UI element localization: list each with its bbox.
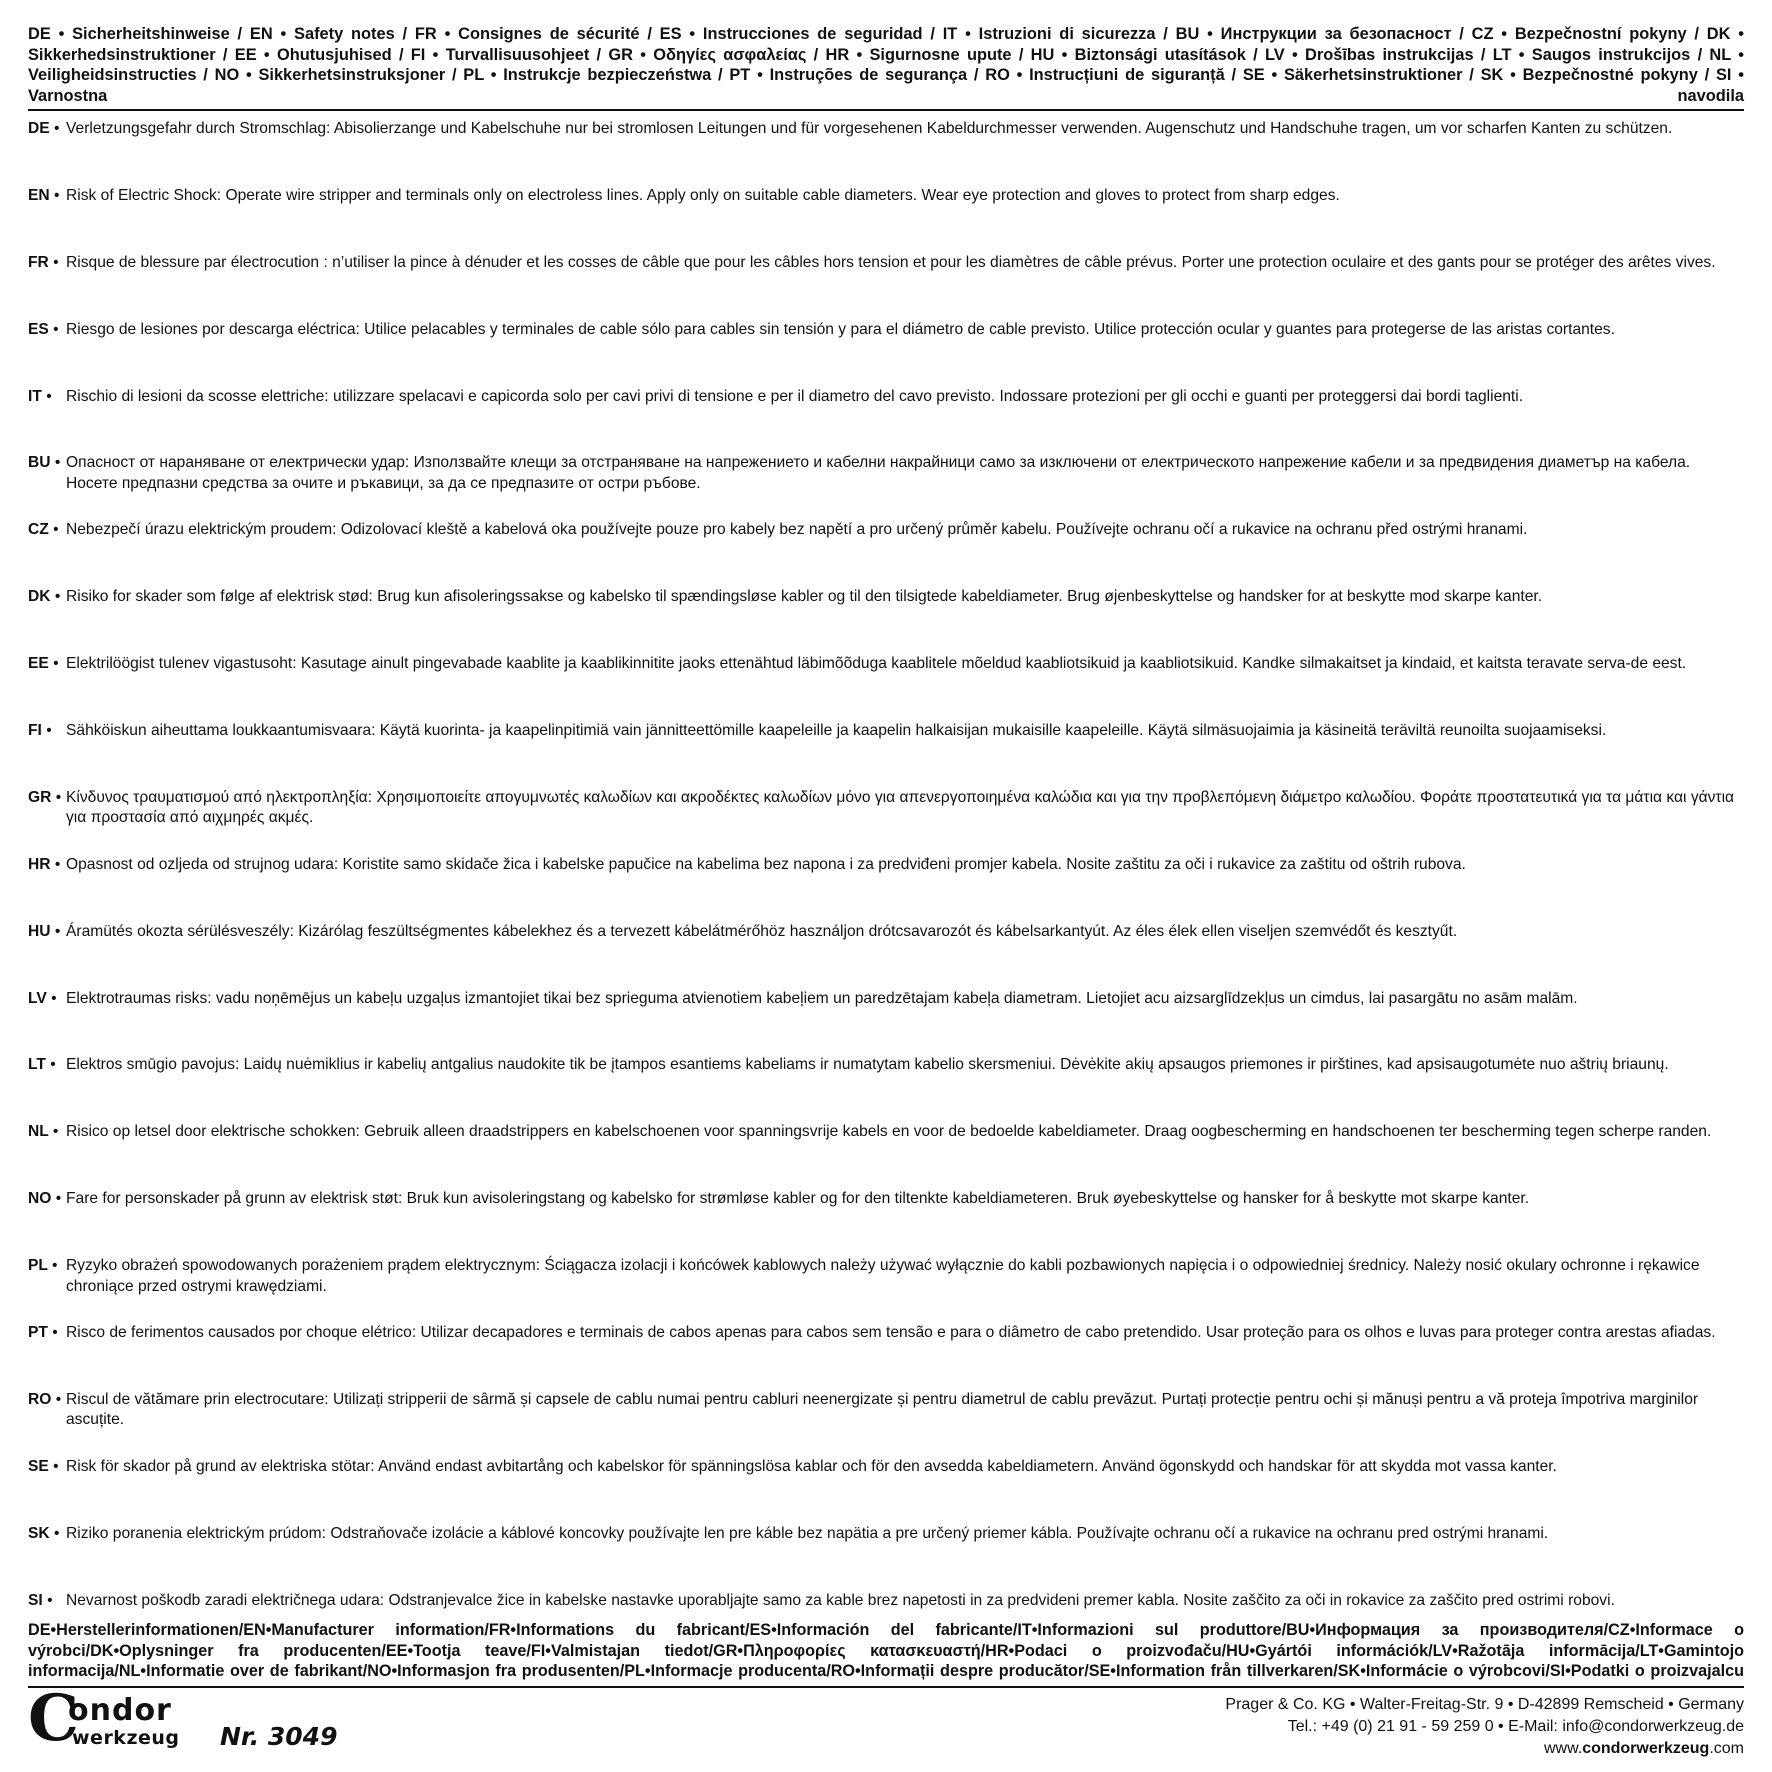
bullet: • [53, 521, 59, 539]
safety-note-lv [28, 989, 1744, 1056]
safety-note-gr [28, 788, 1744, 855]
website-prefix: www. [1543, 1740, 1583, 1757]
language-code-label: GR [28, 788, 52, 806]
safety-note-de [28, 119, 1744, 186]
bullet: • [53, 1457, 59, 1475]
contact-line: Tel.: +49 (0) 21 91 - 59 259 0 • E-Mail: info@condorwerkzeug.de [1287, 1718, 1744, 1735]
language-code [28, 922, 66, 989]
safety-note-hr [28, 855, 1744, 922]
language-code [28, 587, 66, 654]
bullet: • [53, 253, 59, 271]
safety-note-text: Fare for personskader på grunn av elektrisk støt: Bruk kun avisoleringstang og kabelsko for strømløse kabler og for den tiltenkte kabeldiameteren. Bruk øyebeskyttelse og hansker for å beskytte mot skarpe kanter. [66, 1190, 1530, 1208]
language-code-label: DK [28, 588, 51, 606]
language-code [28, 989, 66, 1056]
bullet: • [52, 1324, 58, 1342]
safety-note-text: Riscul de vătămare prin electrocutare: Utilizați stripperii de sârmă și capsele de cablu numai pentru cabluri neenergizate și pentru diametrul de cablu prevăzut. Purtați protecție pentru ochi și mănuși pentru a vă proteja împotriva marginilor ascuțite. [66, 1390, 1699, 1429]
language-code-label: DE [28, 120, 50, 137]
safety-note-it [28, 387, 1744, 454]
footer-divider [28, 1686, 1744, 1688]
safety-note-text: Elektrilöögist tulenev vigastusoht: Kasutage ainult pingevabade kaablite ja kaablikinnitite jaoks ettenähtud läbimõõduga kaablitele mõeldud kaabliotsikuid ja kaabliotsikuid. Kandke silmakaitset ja kindaid, et kaitsta teravate serva-de eest. [66, 655, 1687, 673]
safety-note-se [28, 1457, 1744, 1524]
manufacturer-address [1225, 1694, 1744, 1760]
bullet: • [50, 1056, 56, 1074]
safety-note-text: Risco de ferimentos causados por choque elétrico: Utilizar decapadores e terminais de cabos apenas para cabos sem tensão e para o diâmetro de cabo pretendido. Usar proteção para os olhos e luvas para proteger contra arestas afiadas. [66, 1324, 1716, 1342]
safety-note-text: Áramütés okozta sérülésveszély: Kizárólag feszültségmentes kábelekhez és a tervezett kábelátmérőhöz használjon drótcsavarozót és kábelsarkantyút. Az éles élek ellen viseljen szemvédőt és kesztyűt. [66, 922, 1458, 940]
safety-note-nl [28, 1122, 1744, 1189]
language-code-label: HR [28, 855, 51, 873]
safety-note-text: Risk of Electric Shock: Operate wire stripper and terminals only on electroless lines. Apply only on suitable cable diameters. Wear eye protection and gloves to protect from sharp edges. [66, 186, 1340, 204]
language-code [28, 654, 66, 721]
bullet: • [47, 1591, 53, 1609]
language-code [28, 1390, 66, 1457]
language-code [28, 186, 66, 253]
safety-note-fr [28, 253, 1744, 320]
language-code [28, 387, 66, 454]
bullet: • [54, 922, 61, 940]
bullet: • [54, 454, 61, 472]
safety-note-text: Ryzyko obrażeń spowodowanych porażeniem prądem elektrycznym: Ściągacza izolacji i końcówek kablowych należy używać wyłącznie do kabli pozbawionych napięcia i o odpowiedniej średnicy. Należy nosić okulary ochronne i rękawice chroniące przed ostrymi krawędziami. [66, 1257, 1700, 1295]
safety-note-ee [28, 654, 1744, 721]
website-domain: condorwerkzeug [1582, 1740, 1710, 1757]
language-code [28, 721, 66, 788]
language-code-label: SK [28, 1524, 50, 1542]
bullet: • [55, 788, 62, 806]
safety-note-no [28, 1189, 1744, 1256]
condor-logo [28, 1681, 198, 1759]
language-code-label: FR [28, 253, 49, 271]
safety-note-text: Elektrotraumas risks: vadu noņēmējus un kabeļu uzgaļus izmantojiet tikai bez sprieguma atvienotiem kabeļiem un paredzētajam kabeļa diametram. Lietojiet acu aizsarglīdzekļus un cimdus, lai pasargātu no asām malām. [66, 989, 1578, 1007]
safety-note-text: Κίνδυνος τραυματισμού από ηλεκτροπληξία: Χρησιμοποιείτε απογυμνωτές καλωδίων και ακροδέκτες καλωδίων μόνο για απενεργοποιημένα καλώδια και για την προβλεπόμενη διάμετρο καλωδίου. Φοράτε προστατευτικά για τα μάτια και γάντια για προστασία από αιχμηρές ακμές. [66, 788, 1735, 827]
language-code [28, 1256, 66, 1323]
bullet: • [53, 320, 59, 338]
logo-subtitle: werkzeug [72, 1727, 180, 1749]
safety-note-text: Nevarnost poškodb zaradi električnega udara: Odstranjevalce žice in kabelske nastavke uporabljajte samo za kable brez napetosti in za predvideni premer kabla. Nosite zaščito za oči in rokavice za zaščito pred ostrimi robovi. [66, 1591, 1615, 1609]
safety-note-lt [28, 1055, 1744, 1122]
safety-note-text: Sähköiskun aiheuttama loukkaantumisvaara: Käytä kuorinta- ja kaapelinpitimiä vain jännitteettömille kaapeleille ja kaapelin halkaisijan mukaisille kaapeleille. Käytä silmäsuojaimia ja käsineitä teräviltä reunoilta suojaamiseksi. [66, 722, 1607, 740]
language-code-label: EE [28, 655, 49, 673]
safety-note-text: Riziko poranenia elektrickým prúdom: Odstraňovače izolácie a káblové koncovky používajte len pre káble bez napätia a pre určený priemer kábla. Používajte ochranu očí a rukavice na ochranu pred ostrými hranami. [66, 1524, 1549, 1542]
language-code [28, 1323, 66, 1390]
bullet: • [54, 120, 60, 137]
language-code-label: SI [28, 1591, 43, 1609]
safety-note-text: Risiko for skader som følge af elektrisk stød: Brug kun afisoleringssakse og kabelsko til spændingsløse kabler og til den tilsigtede kabeldiameter. Brug øjenbeskyttelse og handsker for at beskytte mod skarpe kanter. [66, 588, 1543, 606]
safety-notes-list [28, 119, 1744, 1657]
safety-note-ro [28, 1390, 1744, 1457]
bullet: • [55, 1390, 62, 1408]
website-suffix: .com [1709, 1740, 1744, 1757]
safety-note-text: Verletzungsgefahr durch Stromschlag: Abisolierzange und Kabelschuhe nur bei stromlosen Leitungen und für vorgesehenen Kabeldurchmesser verwenden. Augenschutz und Handschuhe tragen, um vor scharfen Kanten zu schützen. [66, 120, 1673, 137]
language-code-label: NL [28, 1123, 49, 1141]
language-code [28, 1189, 66, 1256]
bullet: • [54, 588, 61, 606]
language-code-label: ES [28, 320, 49, 338]
language-code-label: PL [28, 1257, 48, 1275]
safety-note-text: Rischio di lesioni da scosse elettriche: utilizzare spelacavi e capicorda solo per cavi privi di tensione e per il diametro del cavo previsto. Indossare protezioni per gli occhi e guanti per proteggersi dai bordi taglienti. [66, 387, 1524, 405]
safety-note-pt [28, 1323, 1744, 1390]
language-code-label: NO [28, 1190, 52, 1208]
safety-note-text: Risk för skador på grund av elektriska stötar: Använd endast avbitartång och kabelskor för spänningslösa kablar och för den avsedda kabeldiametern. Använd ögonskydd och handskar för att skydda mot vassa kanter. [66, 1457, 1557, 1475]
language-code [28, 1457, 66, 1524]
bullet: • [54, 1524, 60, 1542]
model-number: Nr. 3049 [220, 1722, 338, 1751]
website-link[interactable] [1225, 1738, 1744, 1760]
language-code-label: LT [28, 1056, 46, 1074]
language-code-label: CZ [28, 521, 49, 539]
language-code-label: IT [28, 387, 42, 405]
bullet: • [51, 989, 57, 1007]
safety-note-cz [28, 520, 1744, 587]
language-code [28, 1055, 66, 1122]
safety-note-bu [28, 453, 1744, 520]
language-code-label: EN [28, 186, 50, 204]
language-code [28, 1524, 66, 1591]
bullet: • [52, 1123, 59, 1141]
bullet: • [46, 722, 52, 740]
logo-name: ondor [68, 1693, 172, 1728]
safety-note-text: Riesgo de lesiones por descarga eléctrica: Utilice pelacables y terminales de cable sólo para cables sin tensión y para el diámetro de cable previsto. Utilice protección ocular y guantes para protegerse de las aristas cortantes. [66, 320, 1615, 338]
language-code-label: RO [28, 1390, 52, 1408]
language-code-label: LV [28, 989, 47, 1007]
safety-sheet [28, 24, 1744, 1657]
bullet: • [53, 655, 59, 673]
safety-note-text: Risque de blessure par électrocution : n’utiliser la pince à dénuder et les cosses de câble que pour les câbles hors tension et pour les diamètres de câble prévus. Porter une protection oculaire et des gants pour se protéger des arêtes vives. [66, 253, 1716, 271]
safety-note-es [28, 320, 1744, 387]
safety-note-sk [28, 1524, 1744, 1591]
safety-note-fi [28, 721, 1744, 788]
language-code [28, 320, 66, 387]
safety-note-en [28, 186, 1744, 253]
header-divider [28, 109, 1744, 111]
bullet: • [54, 855, 61, 873]
language-code-label: BU [28, 454, 51, 472]
language-code [28, 788, 66, 855]
safety-note-dk [28, 587, 1744, 654]
language-code [28, 520, 66, 587]
language-code [28, 1122, 66, 1189]
bullet: • [55, 1190, 62, 1208]
language-code-label: FI [28, 722, 42, 740]
safety-note-pl [28, 1256, 1744, 1323]
safety-note-text: Опасност от нараняване от електрически удар: Използвайте клещи за отстраняване на напрежението и кабелни накрайници само за изключени от електрическото напрежение кабели и за предвидения диаметър на кабела. Носете предпазни средства за очите и ръкавици, за да се предпазите от остри ръбове. [66, 454, 1691, 492]
safety-note-text: Risico op letsel door elektrische schokken: Gebruik alleen draadstrippers en kabelschoenen voor spanningsvrije kabels en voor de bedoelde kabeldiameter. Draag oogbescherming en handschoenen ter bescherming tegen scherpe randen. [66, 1123, 1712, 1141]
safety-note-text: Elektros smūgio pavojus: Laidų nuėmiklius ir kabelių antgalius naudokite tik be įtampos esantiems kabeliams ir numatytam kabelio skersmeniui. Dėvėkite akių apsaugos priemones ir pirštines, kad apsisaugotumėte nuo aštrių briaunų. [66, 1056, 1669, 1074]
safety-notes-header: DE • Sicherheitshinweise / EN • Safety notes / FR • Consignes de sécurité / ES • Instrucciones de seguridad / IT • Istruzioni di sicurezza / BU • Инструкции за безопасност / CZ • Bezpečnostní pokyny / DK • Sikkerhedsinstruktioner / EE • Ohutusjuhised / FI • Turvallisuusohjeet / GR • Οδηγίες ασφαλείας / HR • Sigurnosne upute / HU • Biztonsági utasítások / LV • Drošības instrukcijas / LT • Saugos instrukcijos / NL • Veiligheidsinstructies / NO • Sikkerhetsinstruksjoner / PL • Instrukcje bezpieczeństwa / PT • Instruções de segurança / RO • Instrucțiuni de siguranță / SE • Säkerhetsinstruktioner / SK • Bezpečnostné pokyny / SI • Varnostna navodila [28, 25, 1744, 105]
bullet: • [52, 1257, 58, 1275]
bullet: • [46, 387, 52, 405]
language-code [28, 253, 66, 320]
language-code [28, 453, 66, 520]
language-code [28, 119, 66, 186]
language-code-label: HU [28, 922, 51, 940]
language-code [28, 855, 66, 922]
logo-initial: C [28, 1681, 79, 1756]
safety-note-text: Opasnost od ozljeda od strujnog udara: Koristite samo skidače žica i kabelske papučice na kabelima bez napona i za predviđeni promjer kabela. Nosite zaštitu za oči i rukavice za zaštitu od oštrih rubova. [66, 855, 1466, 873]
language-code-label: PT [28, 1324, 48, 1342]
safety-note-hu [28, 922, 1744, 989]
manufacturer-info-header: DE•Herstellerinformationen/EN•Manufacturer information/FR•Informations du fabricant/ES•Información del fabricante/IT•Informazioni sul produttore/BU•Информация за производителя/CZ•Informace o výrobci/DK•Oplysninger fra producenten/EE•Tootja teave/FI•Valmistajan tiedot/GR•Πληροφορίες κατασκευαστή/HR•Podaci o proizvođaču/HU•Gyártói információk/LV•Ražotāja informācija/LT•Gamintojo informacija/NL•Informatie over de fabrikant/NO•Informasjon fra produsenten/PL•Informacje producenta/RO•Informații despre producător/SE•Information från tillverkaren/SK•Informácie o výrobcovi/SI•Podatki o proizvajalcu [28, 1621, 1744, 1680]
address-line: Prager & Co. KG • Walter-Freitag-Str. 9 • D-42899 Remscheid • Germany [1225, 1696, 1744, 1713]
language-code-label: SE [28, 1457, 49, 1475]
safety-note-text: Nebezpečí úrazu elektrickým proudem: Odizolovací kleště a kabelová oka používejte pouze pro kabely bez napětí a pro určený průměr kabelu. Používejte ochranu očí a rukavice na ochranu před ostrými hranami. [66, 521, 1528, 539]
bullet: • [54, 186, 60, 204]
